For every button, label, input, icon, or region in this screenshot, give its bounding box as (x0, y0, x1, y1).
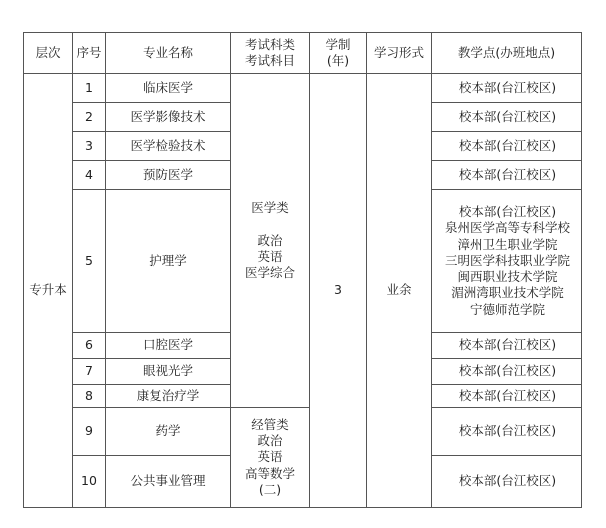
site-cell: 校本部(台江校区) (432, 385, 582, 408)
site-cell: 校本部(台江校区) (432, 408, 582, 456)
site-cell: 校本部(台江校区) (432, 103, 582, 132)
seq-cell: 3 (73, 132, 106, 161)
site-line: 泉州医学高等专科学校 (444, 220, 570, 236)
header-exam-line2: 考试科目 (244, 53, 295, 68)
major-cell: 药学 (106, 408, 231, 456)
seq-cell: 8 (73, 385, 106, 408)
mode-cell: 业余 (367, 74, 432, 508)
site-line: 漳州卫生职业学院 (457, 236, 558, 252)
seq-cell: 2 (73, 103, 106, 132)
table-row (24, 74, 582, 103)
exam-cell-medical (231, 74, 310, 408)
major-cell: 护理学 (106, 190, 231, 333)
table-row (24, 408, 582, 456)
exam-subject: 英语 (257, 249, 283, 264)
seq-cell: 10 (73, 456, 106, 508)
header-years (310, 33, 367, 74)
exam-category: 医学类 (251, 199, 289, 215)
site-cell: 校本部(台江校区) (432, 359, 582, 385)
header-exam-line1: 考试科类 (244, 36, 295, 52)
site-cell: 校本部(台江校区) (432, 456, 582, 508)
header-years-line2: (年) (326, 53, 350, 68)
major-cell: 医学影像技术 (106, 103, 231, 132)
major-cell: 临床医学 (106, 74, 231, 103)
site-cell: 校本部(台江校区) (432, 333, 582, 359)
major-cell: 康复治疗学 (106, 385, 231, 408)
years-cell: 3 (310, 74, 367, 508)
site-line: 三明医学科技职业学院 (444, 252, 570, 268)
site-line: 校本部(台江校区) (458, 204, 557, 220)
major-cell: 预防医学 (106, 161, 231, 190)
admissions-table (23, 32, 582, 508)
exam-subject: (二) (258, 481, 282, 497)
major-cell: 医学检验技术 (106, 132, 231, 161)
site-line: 宁德师范学院 (469, 301, 545, 317)
seq-cell: 6 (73, 333, 106, 359)
header-seq: 序号 (73, 33, 106, 74)
header-years-line1: 学制 (325, 36, 351, 52)
site-line: 湄洲湾职业技术学院 (451, 285, 564, 301)
site-cell-multi (432, 190, 582, 333)
seq-cell: 9 (73, 408, 106, 456)
exam-cell-management (231, 408, 310, 508)
level-cell: 专升本 (24, 74, 73, 508)
major-cell: 口腔医学 (106, 333, 231, 359)
site-cell: 校本部(台江校区) (432, 132, 582, 161)
site-cell: 校本部(台江校区) (432, 161, 582, 190)
seq-cell: 7 (73, 359, 106, 385)
seq-cell: 4 (73, 161, 106, 190)
seq-cell: 5 (73, 190, 106, 333)
header-exam (231, 33, 310, 74)
exam-subject: 政治 (257, 433, 283, 449)
major-cell: 公共事业管理 (106, 456, 231, 508)
exam-subject: 政治 (257, 232, 283, 248)
site-cell: 校本部(台江校区) (432, 74, 582, 103)
exam-subject: 英语 (257, 449, 283, 465)
seq-cell: 1 (73, 74, 106, 103)
header-major: 专业名称 (106, 33, 231, 74)
header-mode: 学习形式 (367, 33, 432, 74)
major-cell: 眼视光学 (106, 359, 231, 385)
site-line: 闽西职业技术学院 (457, 269, 558, 285)
header-row (24, 33, 582, 74)
exam-subject: 医学综合 (244, 265, 295, 281)
exam-category: 经管类 (251, 416, 289, 432)
header-site: 教学点(办班地点) (432, 33, 582, 74)
header-level: 层次 (24, 33, 73, 74)
exam-subject: 高等数学 (244, 465, 295, 481)
